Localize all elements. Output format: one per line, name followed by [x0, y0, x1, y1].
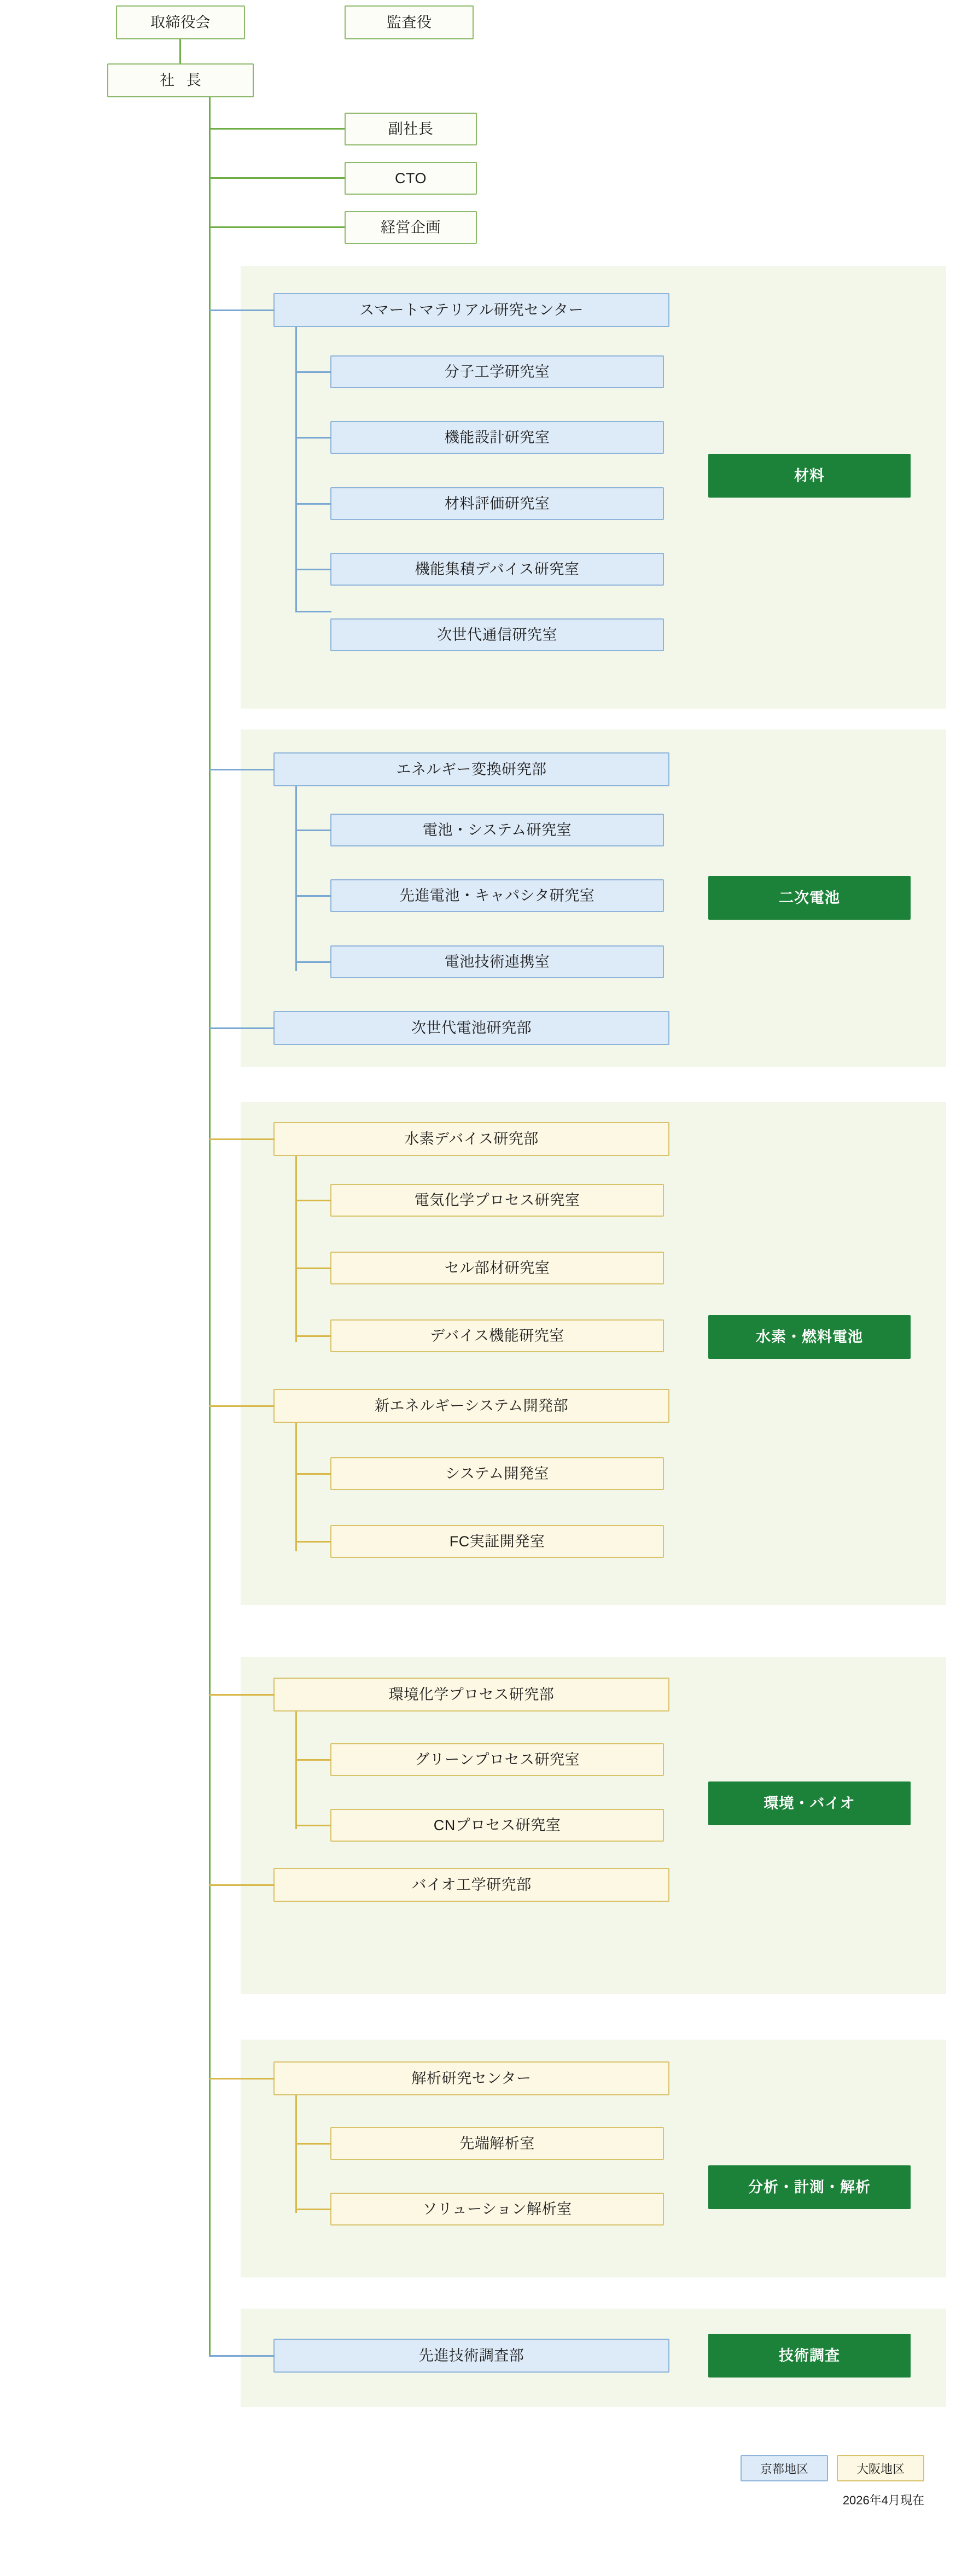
box-board[interactable]: 取締役会	[116, 5, 245, 39]
box-division-5-0[interactable]: 先進技術調査部	[273, 2339, 669, 2373]
connector-division-4-0	[209, 2078, 275, 2080]
connector-lab-2-1-1	[295, 1541, 331, 1543]
legend-kyoto: 京都地区	[741, 2455, 828, 2481]
date-note: 2026年4月現在	[842, 2493, 924, 2507]
category-badge-3: 環境・バイオ	[708, 1781, 911, 1825]
box-lab-0-0-3[interactable]: 機能集積デバイス研究室	[330, 553, 664, 586]
connector-division-2-1	[209, 1405, 275, 1407]
connector-division-3-1	[209, 1884, 275, 1886]
box-lab-0-0-1[interactable]: 機能設計研究室	[330, 421, 664, 454]
connector-division-3-0	[209, 1694, 275, 1696]
connector-division-5-0	[209, 2355, 275, 2357]
connector-board-president	[179, 39, 181, 63]
box-lab-0-0-2[interactable]: 材料評価研究室	[330, 487, 664, 520]
box-lab-4-0-0[interactable]: 先端解析室	[330, 2127, 664, 2160]
box-lab-1-0-1[interactable]: 先進電池・キャパシタ研究室	[330, 879, 664, 912]
connector-lab-0-0-1	[295, 437, 331, 439]
box-lab-1-0-0[interactable]: 電池・システム研究室	[330, 814, 664, 846]
connector-lab-2-0-1	[295, 1267, 331, 1269]
connector-exec-1	[209, 177, 345, 179]
box-division-2-1[interactable]: 新エネルギーシステム開発部	[273, 1389, 669, 1423]
connector-lab-2-0-0	[295, 1200, 331, 1201]
connector-lab-2-1-0	[295, 1473, 331, 1475]
box-exec-1[interactable]: CTO	[345, 162, 477, 195]
box-lab-2-0-2[interactable]: デバイス機能研究室	[330, 1319, 664, 1352]
spine-division-2-1	[295, 1423, 297, 1551]
connector-lab-2-0-2	[295, 1335, 331, 1337]
spine-division-4-0	[295, 2095, 297, 2213]
box-division-2-0[interactable]: 水素デバイス研究部	[273, 1122, 669, 1156]
category-badge-2: 水素・燃料電池	[708, 1315, 911, 1359]
connector-lab-0-0-4	[295, 611, 331, 612]
box-president[interactable]: 社 長	[107, 63, 254, 97]
connector-lab-0-0-3	[295, 569, 331, 570]
box-lab-1-0-2[interactable]: 電池技術連携室	[330, 945, 664, 978]
category-badge-0: 材料	[708, 454, 911, 498]
box-division-0-0[interactable]: スマートマテリアル研究センター	[273, 293, 669, 327]
box-lab-4-0-1[interactable]: ソリューション解析室	[330, 2193, 664, 2225]
category-badge-5: 技術調査	[708, 2334, 911, 2378]
box-division-3-0[interactable]: 環境化学プロセス研究部	[273, 1678, 669, 1712]
box-lab-2-0-1[interactable]: セル部材研究室	[330, 1252, 664, 1284]
connector-exec-0	[209, 128, 345, 130]
box-lab-2-0-0[interactable]: 電気化学プロセス研究室	[330, 1184, 664, 1217]
box-lab-0-0-4[interactable]: 次世代通信研究室	[330, 618, 664, 651]
connector-lab-3-0-1	[295, 1825, 331, 1826]
category-badge-4: 分析・計測・解析	[708, 2165, 911, 2209]
connector-division-1-1	[209, 1027, 275, 1029]
connector-lab-0-0-2	[295, 503, 331, 505]
spine-division-3-0	[295, 1712, 297, 1829]
connector-lab-1-0-0	[295, 830, 331, 831]
box-lab-3-0-1[interactable]: CNプロセス研究室	[330, 1809, 664, 1842]
connector-lab-4-0-1	[295, 2209, 331, 2210]
box-division-4-0[interactable]: 解析研究センター	[273, 2061, 669, 2095]
connector-lab-4-0-0	[295, 2143, 331, 2145]
legend-osaka: 大阪地区	[837, 2455, 924, 2481]
box-division-1-1[interactable]: 次世代電池研究部	[273, 1011, 669, 1045]
box-lab-0-0-0[interactable]: 分子工学研究室	[330, 355, 664, 388]
connector-exec-2	[209, 226, 345, 228]
connector-president-trunk	[209, 97, 211, 2356]
connector-division-2-0	[209, 1138, 275, 1140]
connector-lab-1-0-2	[295, 961, 331, 963]
box-division-1-0[interactable]: エネルギー変換研究部	[273, 752, 669, 786]
spine-division-2-0	[295, 1156, 297, 1342]
connector-lab-0-0-0	[295, 371, 331, 373]
category-badge-1: 二次電池	[708, 876, 911, 920]
connector-division-1-0	[209, 769, 275, 770]
connector-lab-1-0-1	[295, 895, 331, 897]
box-lab-2-1-1[interactable]: FC実証開発室	[330, 1525, 664, 1558]
box-lab-2-1-0[interactable]: システム開発室	[330, 1457, 664, 1490]
box-division-3-1[interactable]: バイオ工学研究部	[273, 1868, 669, 1902]
box-exec-0[interactable]: 副社長	[345, 113, 477, 145]
box-lab-3-0-0[interactable]: グリーンプロセス研究室	[330, 1743, 664, 1776]
connector-lab-3-0-0	[295, 1759, 331, 1761]
spine-division-1-0	[295, 786, 297, 971]
connector-division-0-0	[209, 309, 275, 311]
box-exec-2[interactable]: 経営企画	[345, 211, 477, 244]
box-auditor[interactable]: 監査役	[345, 5, 474, 39]
